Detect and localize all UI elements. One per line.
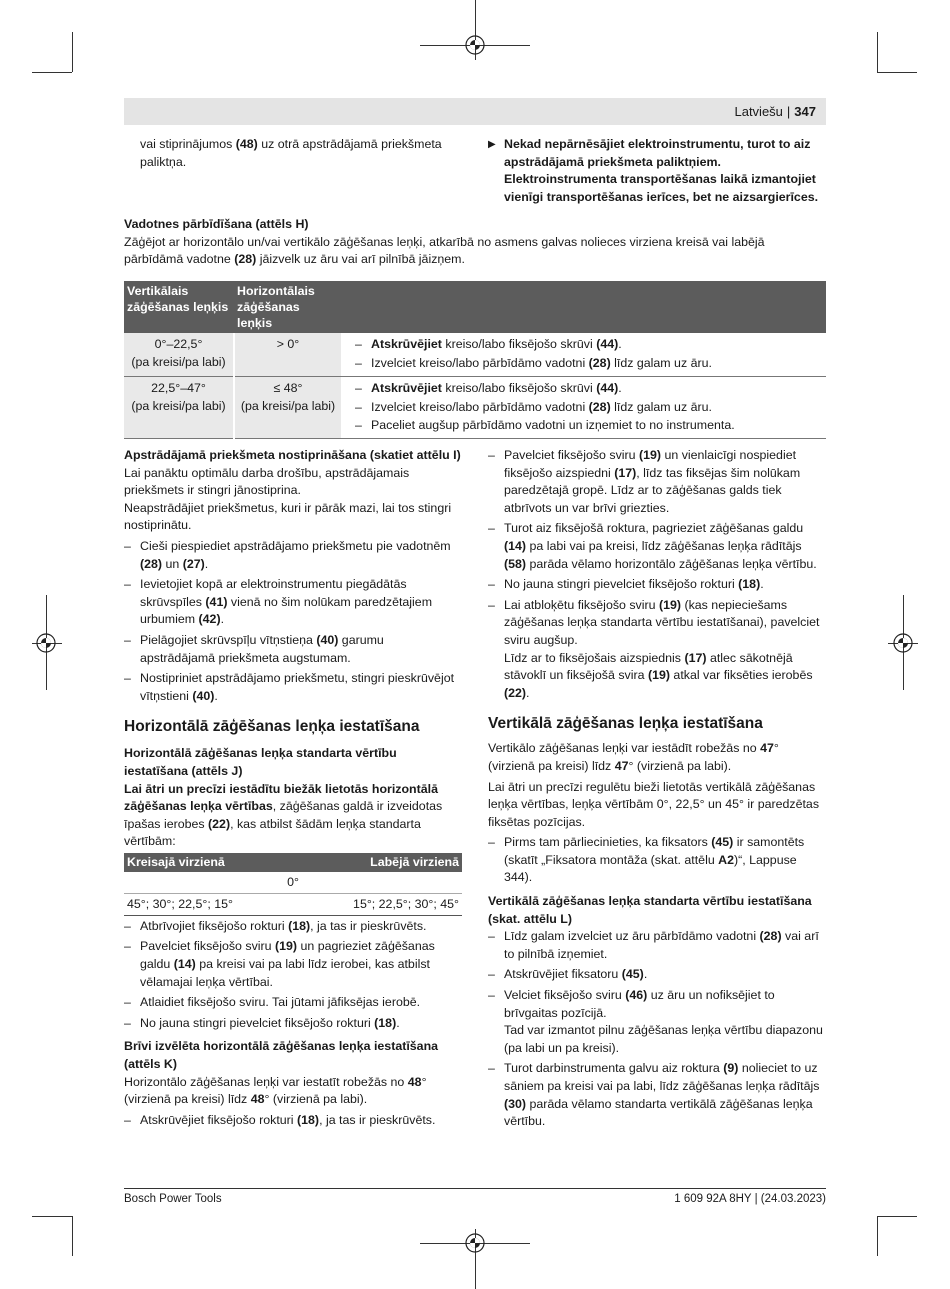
clamp-paragraph: Neapstrādājiet priekšmetus, kuri ir pārāk mazi, lai tos stingri nostiprinātu.: [124, 500, 452, 533]
list-item: – Atskrūvējiet kreiso/labo fiksējošo skrūvi (44).: [355, 380, 823, 398]
list-item: – Paceliet augšup pārbīdāmo vadotni un izņemiet to no instrumenta.: [355, 417, 823, 435]
horiz-std-steps: [124, 918, 462, 1033]
vert-std-steps: [488, 928, 826, 1131]
list-item: – Nostipriniet apstrādājamo priekšmetu, stingri pieskrūvējot vītņstieni (40).: [124, 670, 462, 705]
footer-brand: Bosch Power Tools: [124, 1193, 222, 1205]
table-row: [124, 872, 462, 894]
horiz-free-body: Horizontālo zāģēšanas leņķi var iestatīt robežās no 48° (virzienā pa kreisi) līdz 48° (virzienā pa labi).: [124, 1074, 427, 1107]
guide-table: [124, 281, 826, 439]
list-item: – Ievietojiet kopā ar elektroinstrumentu piegādātās skrūvspīles (41) vienā no šim nolūkam paredzētajiem urbumiem (42).: [124, 576, 462, 629]
list-item: – Turot darbinstrumenta galvu aiz roktura (9) nolieciet to uz sāniem pa kreisi vai pa labi, līdz zāģēšanas leņķa rādītājs (30) parāda vēlamo standarta vertikālā zāģēšanas leņķa vērtību.: [488, 1060, 826, 1130]
list-item: – No jauna stingri pievelciet fiksējošo rokturi (18).: [488, 576, 826, 594]
horiz-std-body: Lai ātri un precīzi iestādītu biežāk lietotās horizontālā zāģēšanas leņķa vērtības, zāģēšanas galdā ir izveidotas īpašas ierobes (22), kas atbilst šādām leņķa standarta vērtībām:: [124, 781, 443, 849]
table-header: Kreisajā virzienā: [124, 853, 293, 872]
table-header: [341, 281, 826, 333]
table-cell-vertical: 0°–22,5° (pa kreisi/pa labi): [124, 333, 234, 377]
list-item: – No jauna stingri pievelciet fiksējošo rokturi (18).: [124, 1015, 462, 1033]
list-item: – Līdz galam izvelciet uz āru pārbīdāmo vadotni (28) vai arī to pilnībā izņemiet.: [488, 928, 826, 963]
crop-mark: [72, 1216, 73, 1256]
crop-mark: [32, 72, 72, 73]
table-row: [124, 893, 462, 915]
list-item: – Lai atbloķētu fiksējošo sviru (19) (kas nepieciešams zāģēšanas leņķa standarta vērtību iestatīšanai), pavelciet sviru augšup. Līdz ar to fiksējošais aizspiednis (17) atlec sākotnējā stāvoklī un fiksējošā svira (19) atkal var fiksēties ierobēs (22).: [488, 597, 826, 703]
angle-table: [124, 853, 462, 916]
warning-notice: [488, 136, 826, 206]
top-left-text: [140, 136, 470, 171]
guide-section-title: Vadotnes pārbīdīšana (attēls H): [124, 217, 309, 231]
clamp-title: Apstrādājamā priekšmeta nostiprināšana (skatiet attēlu I): [124, 448, 461, 462]
horiz-free-steps-cont: [488, 447, 826, 702]
vert-paragraph: Vertikālo zāģēšanas leņķi var iestādīt robežās no 47° (virzienā pa kreisi) līdz 47° (virzienā pa labi).: [488, 741, 779, 773]
list-item: – Atskrūvējiet fiksējošo rokturi (18), ja tas ir pieskrūvēts.: [124, 1112, 462, 1130]
registration-mark-icon: [464, 1232, 486, 1254]
clamp-steps: [124, 538, 462, 705]
header-language: Latviešu: [734, 104, 783, 119]
guide-section: [124, 216, 826, 269]
crop-mark: [877, 1216, 878, 1256]
crop-mark: [32, 1216, 72, 1217]
table-header: Labējā virzienā: [293, 853, 462, 872]
registration-mark-icon: [464, 34, 486, 56]
vert-steps: [488, 834, 826, 887]
table-row: [124, 377, 826, 439]
vert-title: Vertikālā zāģēšanas leņķa iestatīšana: [488, 715, 763, 733]
table-cell-steps: [341, 333, 826, 377]
list-item: – Pielāgojiet skrūvspīļu vītņstieņa (40) garumu apstrādājamā priekšmeta augstumam.: [124, 632, 462, 667]
list-item: – Atskrūvējiet fiksatoru (45).: [488, 966, 826, 984]
table-cell-horizontal: > 0°: [234, 333, 341, 377]
guide-section-body: Zāģējot ar horizontālo un/vai vertikālo zāģēšanas leņķi, atkarībā no asmens galvas nolieces virziena kreisā vai labējā pārbīdāmā vadotne (28) jāizvelk uz āru vai arī pilnībā jāizņem.: [124, 234, 765, 267]
list-item: – Izvelciet kreiso/labo pārbīdāmo vadotni (28) līdz galam uz āru.: [355, 399, 823, 417]
horiz-free-steps: [124, 1112, 462, 1130]
warning-text: Nekad nepārnēsājiet elektroinstrumentu, turot to aiz apstrādājamā priekšmeta paliktņiem. Elektroinstrumenta transportēšanas laikā izmantojiet vienīgi transportēšanas ierīces, bet ne aizsargierīces.: [504, 137, 819, 204]
table-row: [124, 333, 826, 377]
list-item: – Atbrīvojiet fiksējošo rokturi (18), ja tas ir pieskrūvēts.: [124, 918, 462, 936]
footer-divider: [124, 1188, 826, 1189]
registration-mark-icon: [892, 632, 914, 654]
warning-arrow-icon: ▶: [488, 139, 496, 150]
table-header: Vertikālais zāģēšanas leņķis: [124, 281, 234, 333]
vert-paragraph: Lai ātri un precīzi regulētu bieži lietotās vertikālā zāģēšanas leņķa vērtības, leņķa vērtībām 0°, 22,5° un 45° ir paredzētas fiksētas pozīcijas.: [488, 779, 820, 829]
list-item: – Atlaidiet fiksējošo sviru. Tai jūtami jāfiksējas ierobē.: [124, 994, 462, 1012]
crop-mark: [877, 72, 917, 73]
list-item: – Pavelciet fiksējošo sviru (19) un vienlaicīgi nospiediet fiksējošo aizspiedni (17), līdz tas fiksējas šim nolūkam paredzētajā gropē. Līdz ar to zāģēšanas galds tiek atbrīvots un var brīvi griezties.: [488, 447, 826, 517]
registration-mark-icon: [35, 632, 57, 654]
table-cell-horizontal: ≤ 48° (pa kreisi/pa labi): [234, 377, 341, 439]
list-item: – Atskrūvējiet kreiso/labo fiksējošo skrūvi (44).: [355, 336, 823, 354]
left-column: [124, 447, 462, 1132]
list-item: – Turot aiz fiksējošā roktura, pagrieziet zāģēšanas galdu (14) pa labi vai pa kreisi, līdz zāģēšanas leņķa rādītājs (58) parāda vēlamo horizontālo zāģēšanas leņķa vērtību.: [488, 520, 826, 573]
list-item: – Cieši piespiediet apstrādājamo priekšmetu pie vadotnēm (28) un (27).: [124, 538, 462, 573]
table-cell-center: 0°: [124, 872, 462, 894]
horiz-free-title: Brīvi izvēlēta horizontālā zāģēšanas leņķa iestatīšana (attēls K): [124, 1039, 439, 1072]
horiz-std-title: Horizontālā zāģēšanas leņķa standarta vērtību iestatīšana (attēls J): [124, 746, 397, 778]
right-column: [488, 447, 826, 1134]
crop-mark: [877, 1216, 917, 1217]
continued-paragraph: vai stiprinājumos (48) uz otrā apstrādājamā priekšmeta paliktņa.: [140, 137, 442, 169]
table-cell-steps: [341, 377, 826, 439]
top-right-warning: [488, 136, 826, 206]
table-cell-left: 45°; 30°; 22,5°; 15°: [124, 893, 293, 915]
vert-std-title: Vertikālā zāģēšanas leņķa standarta vērtību iestatīšana (skat. attēlu L): [488, 894, 812, 926]
table-cell-right: 15°; 22,5°; 30°; 45°: [293, 893, 462, 915]
list-item: – Pavelciet fiksējošo sviru (19) un pagrieziet zāģēšanas galdu (14) pa kreisi vai pa labi līdz ierobei, kas atbilst vēlamajai leņķa vērtībai.: [124, 938, 462, 991]
crop-mark: [72, 32, 73, 72]
page-number: 347: [794, 104, 816, 119]
horiz-title: Horizontālā zāģēšanas leņķa iestatīšana: [124, 718, 420, 736]
header-language-page: Latviešu | 347: [734, 104, 816, 119]
list-item: – Izvelciet kreiso/labo pārbīdāmo vadotni (28) līdz galam uz āru.: [355, 355, 823, 373]
list-item: – Pirms tam pārliecinieties, ka fiksators (45) ir samontēts (skatīt „Fiksatora montāža (skat. attēlu A2)“, Lappuse 344).: [488, 834, 826, 887]
list-item: – Velciet fiksējošo sviru (46) uz āru un nofiksējiet to brīvgaitas pozīcijā. Tad var izmantot pilnu zāģēšanas leņķa vērtību diapazonu (pa labi un pa kreisi).: [488, 987, 826, 1057]
page-header: [124, 98, 826, 125]
table-cell-vertical: 22,5°–47° (pa kreisi/pa labi): [124, 377, 234, 439]
footer-doc-number: 1 609 92A 8HY | (24.03.2023): [674, 1193, 826, 1205]
table-header: Horizontālais zāģēšanas leņķis: [234, 281, 341, 333]
clamp-paragraph: Lai panāktu optimālu darba drošību, apstrādājamais priekšmets ir stingri jānostiprina.: [124, 465, 410, 498]
crop-mark: [877, 32, 878, 72]
